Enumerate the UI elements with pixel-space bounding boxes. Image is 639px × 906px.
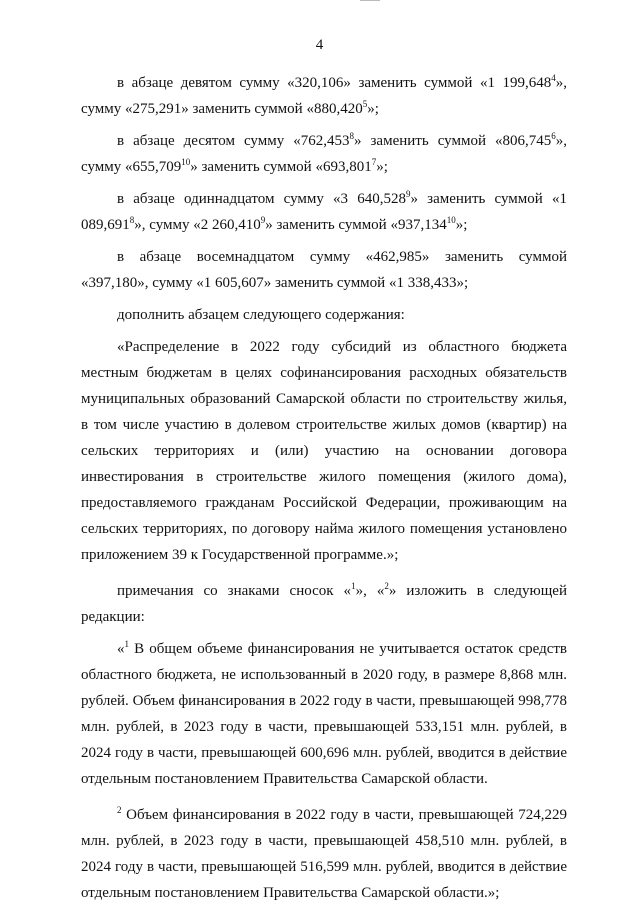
text-segment: » заменить суммой «806,745 bbox=[353, 133, 552, 149]
paragraph-eighteenth-amendment: в абзаце восемнадцатом сумму «462,985» заменить суммой «397,180», сумму «1 605,607» заменить суммой «1 338,433»; bbox=[81, 249, 567, 291]
footnote-mark: 7 bbox=[371, 157, 377, 167]
page-number: 4 bbox=[315, 37, 324, 53]
text-segment: примечания со знаками сносок « bbox=[117, 583, 352, 599]
paragraph-tenth-amendment bbox=[81, 128, 567, 180]
text-segment: », сумму «275,291» заменить суммой «880,420 bbox=[81, 75, 567, 117]
paragraph-distribution-clause: «Распределение в 2022 году субсидий из областного бюджета местным бюджетам в целях софинансирования расходных обязательств муниципальных образований Самарской области по строительству жилья, в том числе участию в долевом строительстве жилых домов (квартир) на сельских территориях и (или) участию на основании договора инвестирования в строительстве жилого помещения (жилого дома), предоставляемого гражданам Российской Федерации, проживающим на сельских территориях, по договору найма жилого помещения установлено приложением 39 к Государственной программе.»; bbox=[81, 339, 567, 563]
footnote-mark: 2 bbox=[117, 805, 122, 815]
text-segment: В общем объеме финансирования не учитывается остаток средств областного бюджета, не использованный в 2020 году, в размере 8,868 млн. рублей. Объем финансирования в 2022 году в части, превышающей 998,778 млн. рублей, в 2023 году в части, превышающей 533,151 млн. рублей, в 2024 году в части, превышающей 600,696 млн. рублей, вводится в действие отдельным постановлением Правительства Самарской области. bbox=[81, 641, 567, 787]
footnote-mark: 8 bbox=[349, 131, 354, 141]
text-segment: Объем финансирования в 2022 году в части, превышающей 724,229 млн. рублей, в 2023 году в части, превышающей 458,510 млн. рублей, в 2024 году в части, превышающей 516,599 млн. рублей, вводится в действие отдельным постановлением Правительства Самарской области.»; bbox=[81, 807, 567, 901]
text-segment: » заменить суммой «937,134 bbox=[265, 217, 447, 233]
paragraph-eleventh-amendment bbox=[81, 186, 567, 238]
footnote-mark: 10 bbox=[446, 215, 456, 225]
document-body bbox=[81, 70, 567, 906]
paragraph-add-clause: дополнить абзацем следующего содержания: bbox=[117, 307, 405, 323]
paragraph-ninth-amendment bbox=[81, 70, 567, 122]
text-segment: »; bbox=[367, 101, 379, 117]
footnote-mark: 9 bbox=[260, 215, 266, 225]
paragraph-footnotes-intro bbox=[81, 578, 567, 630]
text-segment: » заменить суммой «1 089,691 bbox=[81, 191, 567, 233]
text-segment: « bbox=[117, 641, 125, 657]
text-segment: в абзаце одиннадцатом сумму «3 640,528 bbox=[117, 191, 406, 207]
text-segment: в абзаце десятом сумму «762,453 bbox=[117, 133, 350, 149]
footnote-mark: 9 bbox=[405, 189, 411, 199]
text-segment: », сумму «2 260,410 bbox=[134, 217, 261, 233]
scan-edge-mark bbox=[360, 0, 380, 5]
footnote-mark: 10 bbox=[181, 157, 191, 167]
footnote-mark: 6 bbox=[551, 131, 556, 141]
footnote-mark: 1 bbox=[124, 639, 129, 649]
footnote-mark: 1 bbox=[351, 581, 356, 591]
text-segment: », сумму «655,709 bbox=[81, 133, 567, 175]
text-segment: » изложить в следующей редакции: bbox=[81, 583, 567, 625]
text-segment: в абзаце девятом сумму «320,106» заменить суммой «1 199,648 bbox=[117, 75, 552, 91]
footnote-mark: 5 bbox=[362, 99, 368, 109]
text-segment: »; bbox=[455, 217, 468, 233]
footnote-mark: 2 bbox=[384, 581, 389, 591]
text-segment: »; bbox=[376, 159, 388, 175]
footnote-mark: 4 bbox=[551, 73, 556, 83]
text-segment: » заменить суммой «693,801 bbox=[190, 159, 372, 175]
footnote-mark: 8 bbox=[129, 215, 135, 225]
paragraph-footnote-2 bbox=[81, 802, 567, 906]
text-segment: », « bbox=[355, 583, 385, 599]
paragraph-footnote-1 bbox=[81, 636, 567, 792]
